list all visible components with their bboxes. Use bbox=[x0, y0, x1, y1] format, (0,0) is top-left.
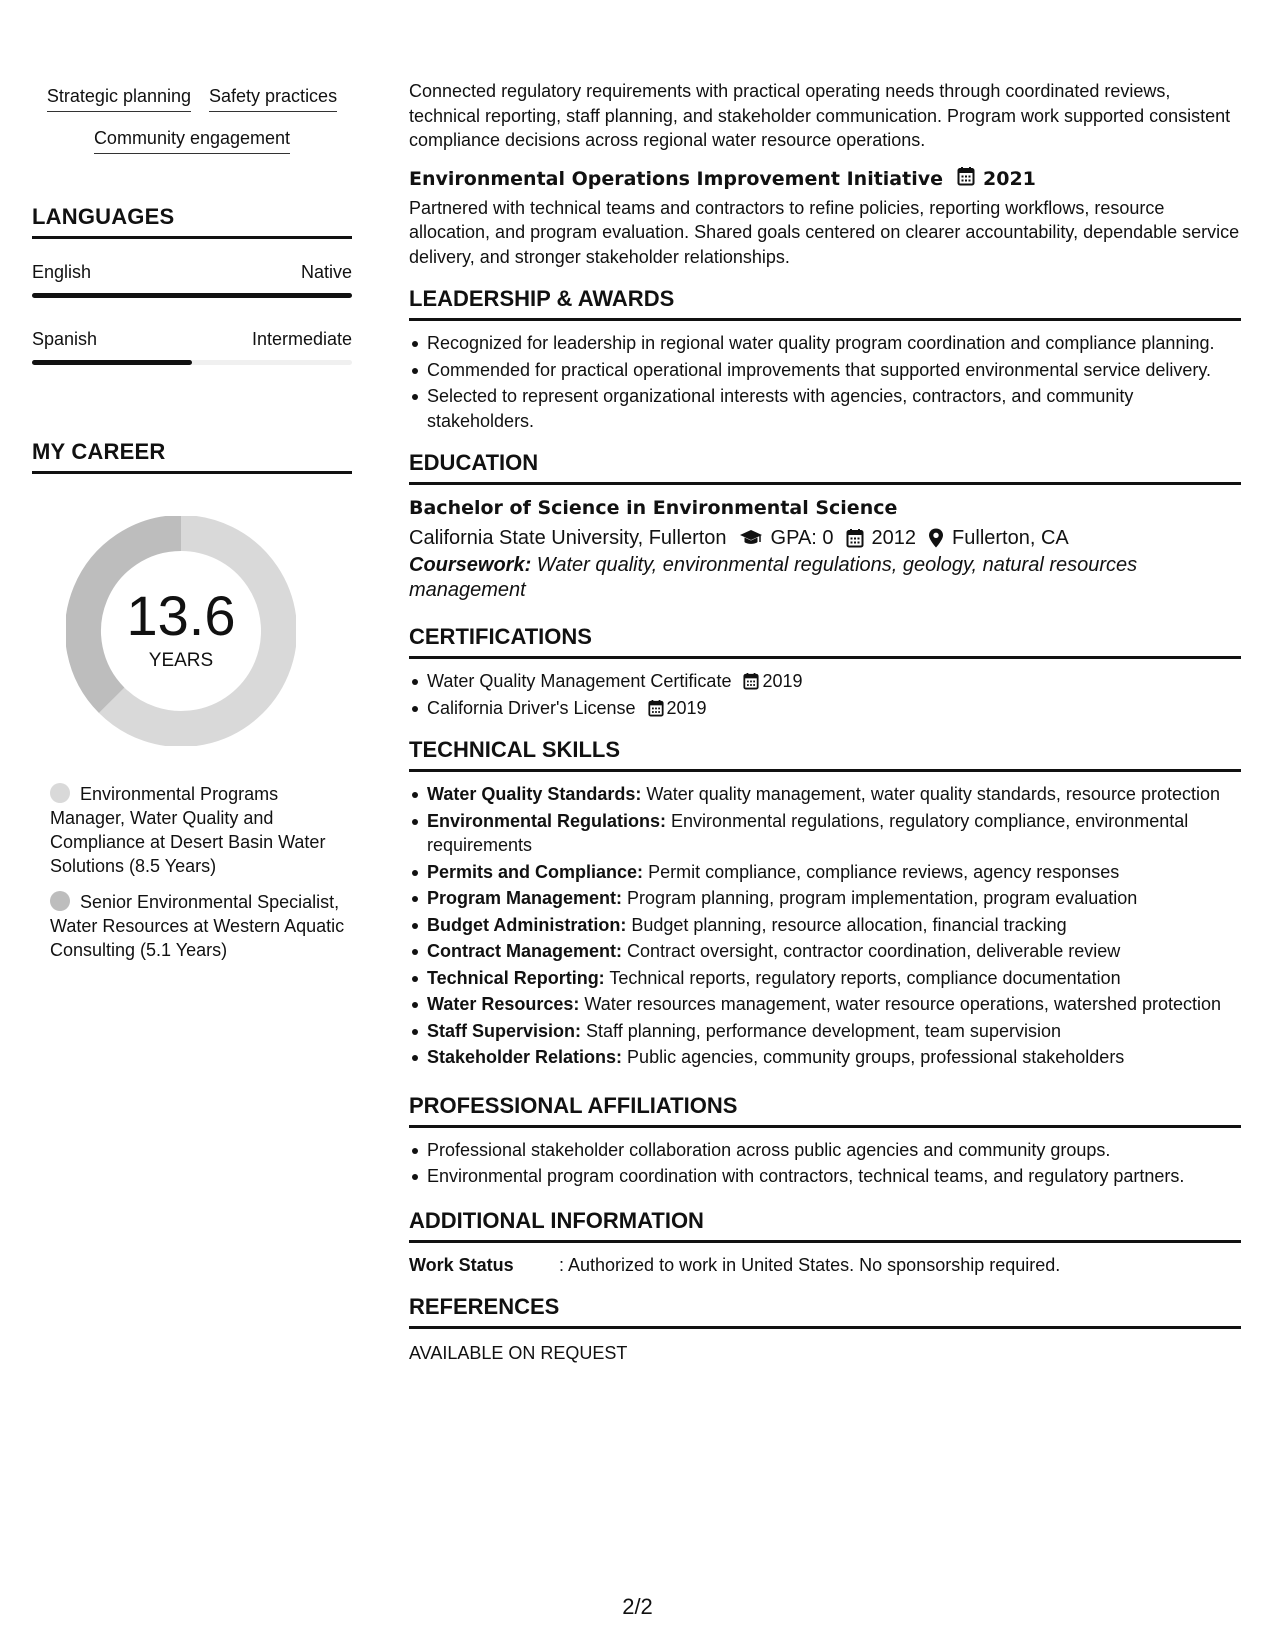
skill-text: Water quality management, water quality standards, resource protection bbox=[641, 784, 1220, 804]
list-item: Commended for practical operational improvements that supported environmental service delivery. bbox=[409, 358, 1241, 383]
gpa-value: GPA: 0 bbox=[770, 527, 834, 549]
work-status-label: Work Status bbox=[409, 1254, 514, 1275]
skill-item bbox=[409, 913, 1241, 938]
sidebar bbox=[32, 84, 352, 974]
project-title: Environmental Operations Improvement Initiative bbox=[409, 168, 943, 190]
list-item: Professional stakeholder collaboration across public agencies and community groups. bbox=[409, 1138, 1241, 1163]
language-name: English bbox=[32, 262, 92, 282]
career-total-years: 13.6 bbox=[126, 584, 236, 647]
education-details bbox=[409, 523, 1241, 553]
education-heading: EDUCATION bbox=[409, 449, 1241, 485]
skill-text: Contract oversight, contractor coordination, deliverable review bbox=[622, 941, 1121, 961]
skill-text: Permit compliance, compliance reviews, agency responses bbox=[643, 861, 1120, 882]
skill-tags bbox=[32, 84, 352, 154]
skill-item bbox=[409, 966, 1241, 991]
coursework bbox=[409, 553, 1241, 603]
certification-year: 2019 bbox=[666, 697, 707, 718]
map-pin-icon bbox=[928, 528, 944, 548]
skill-item bbox=[409, 1019, 1241, 1044]
technical-skills-heading: TECHNICAL SKILLS bbox=[409, 736, 1241, 772]
certification-name: Water Quality Management Certificate bbox=[427, 671, 732, 691]
skill-item bbox=[409, 992, 1241, 1017]
skill-label: Water Quality Standards: bbox=[427, 784, 642, 804]
skill-text: Staff planning, performance development, team supervision bbox=[581, 1020, 1061, 1041]
skill-text: Public agencies, community groups, professional stakeholders bbox=[622, 1047, 1125, 1067]
skill-label: Budget Administration: bbox=[427, 914, 627, 935]
work-status-row bbox=[409, 1253, 1241, 1277]
language-proficiency-fill bbox=[32, 293, 352, 298]
career-legend bbox=[32, 782, 352, 962]
career-legend-label: Environmental Programs Manager, Water Quality and Compliance at Desert Basin Water Solutions (8.5 Years) bbox=[50, 784, 326, 876]
affiliations-heading: PROFESSIONAL AFFILIATIONS bbox=[409, 1092, 1241, 1128]
references-heading: REFERENCES bbox=[409, 1293, 1241, 1329]
career-donut-chart bbox=[66, 516, 296, 746]
language-proficiency-fill bbox=[32, 360, 192, 365]
certifications-heading: CERTIFICATIONS bbox=[409, 623, 1241, 659]
project-year: 2021 bbox=[983, 168, 1036, 190]
skill-item bbox=[409, 939, 1241, 964]
project-heading bbox=[409, 166, 1241, 193]
languages-heading: LANGUAGES bbox=[32, 204, 352, 239]
skill-label: Permits and Compliance: bbox=[427, 861, 644, 882]
calendar-icon bbox=[957, 166, 975, 193]
language-name: Spanish bbox=[32, 329, 98, 349]
skill-text: Water resources management, water resource operations, watershed protection bbox=[579, 994, 1222, 1014]
certification-year: 2019 bbox=[762, 671, 803, 691]
references-text: AVAILABLE ON REQUEST bbox=[409, 1342, 628, 1363]
school-name: California State University, Fullerton bbox=[409, 527, 727, 549]
language-proficiency-bar bbox=[32, 293, 352, 298]
coursework-text: Water quality, environmental regulations, geology, natural resources management bbox=[409, 554, 1138, 601]
leadership-list bbox=[409, 331, 1241, 433]
skill-tag: Safety practices bbox=[209, 84, 337, 112]
graduation-cap-icon bbox=[739, 529, 763, 547]
certifications-list bbox=[409, 669, 1241, 720]
legend-dot-icon bbox=[50, 891, 70, 911]
list-item: Environmental program coordination with contractors, technical teams, and regulatory partners. bbox=[409, 1164, 1241, 1189]
skill-label: Environmental Regulations: bbox=[427, 810, 667, 831]
skill-label: Stakeholder Relations: bbox=[427, 1047, 623, 1067]
list-item bbox=[409, 669, 1241, 694]
main-content bbox=[409, 79, 1241, 1365]
coursework-label: Coursework: bbox=[409, 554, 532, 576]
skill-label: Contract Management: bbox=[427, 941, 623, 961]
skill-tag: Strategic planning bbox=[47, 84, 191, 112]
skill-item bbox=[409, 782, 1241, 807]
project-description: Partnered with technical teams and contractors to refine policies, reporting workflows, resource allocation, and program evaluation. Shared goals centered on clearer accountability, dependable service delivery, and stronger stakeholder relationships. bbox=[409, 197, 1240, 267]
skill-item bbox=[409, 860, 1241, 885]
page-number: 2/2 bbox=[622, 1594, 653, 1619]
technical-skills-list bbox=[409, 782, 1241, 1070]
additional-info-heading: ADDITIONAL INFORMATION bbox=[409, 1207, 1241, 1243]
list-item bbox=[409, 696, 1241, 721]
skill-tag: Community engagement bbox=[94, 126, 290, 154]
calendar-icon bbox=[648, 699, 664, 717]
career-legend-item bbox=[50, 782, 352, 878]
career-years-unit: YEARS bbox=[148, 650, 214, 671]
skill-label: Technical Reporting: bbox=[427, 967, 605, 988]
career-legend-item bbox=[50, 890, 352, 962]
language-proficiency-bar bbox=[32, 360, 352, 365]
career-legend-label: Senior Environmental Specialist, Water Resources at Western Aquatic Consulting (5.1 Years) bbox=[50, 892, 345, 960]
affiliations-list bbox=[409, 1138, 1241, 1189]
skill-item bbox=[409, 886, 1241, 911]
list-item: Recognized for leadership in regional water quality program coordination and compliance planning. bbox=[409, 331, 1241, 356]
language-level: Native bbox=[300, 262, 352, 282]
language-item bbox=[32, 328, 352, 365]
work-status-value: : Authorized to work in United States. No sponsorship required. bbox=[559, 1254, 1061, 1275]
school-location: Fullerton, CA bbox=[952, 527, 1069, 549]
skill-text: Program planning, program implementation, program evaluation bbox=[622, 888, 1138, 908]
list-item: Selected to represent organizational interests with agencies, contractors, and community stakeholders. bbox=[409, 384, 1241, 433]
degree-title: Bachelor of Science in Environmental Science bbox=[409, 497, 898, 519]
calendar-icon bbox=[846, 528, 864, 548]
skill-label: Program Management: bbox=[427, 888, 623, 908]
language-item bbox=[32, 261, 352, 298]
skill-label: Staff Supervision: bbox=[427, 1020, 582, 1041]
skill-text: Environmental regulations, regulatory compliance, environmental requirements bbox=[427, 810, 1189, 855]
calendar-icon bbox=[743, 672, 759, 690]
legend-dot-icon bbox=[50, 783, 70, 803]
skill-text: Technical reports, regulatory reports, compliance documentation bbox=[604, 967, 1121, 988]
graduation-year: 2012 bbox=[871, 527, 917, 549]
experience-intro-paragraph: Connected regulatory requirements with practical operating needs through coordinated reviews, technical reporting, staff planning, and stakeholder communication. Program work supported consistent compliance decisions across regional water resource operations. bbox=[409, 81, 1231, 150]
skill-text: Budget planning, resource allocation, financial tracking bbox=[626, 914, 1067, 935]
career-heading: MY CAREER bbox=[32, 439, 352, 474]
leadership-heading: LEADERSHIP & AWARDS bbox=[409, 285, 1241, 321]
skill-item bbox=[409, 1045, 1241, 1070]
certification-name: California Driver's License bbox=[427, 697, 636, 718]
skill-item bbox=[409, 809, 1241, 858]
skill-label: Water Resources: bbox=[427, 994, 580, 1014]
language-level: Intermediate bbox=[251, 329, 352, 349]
